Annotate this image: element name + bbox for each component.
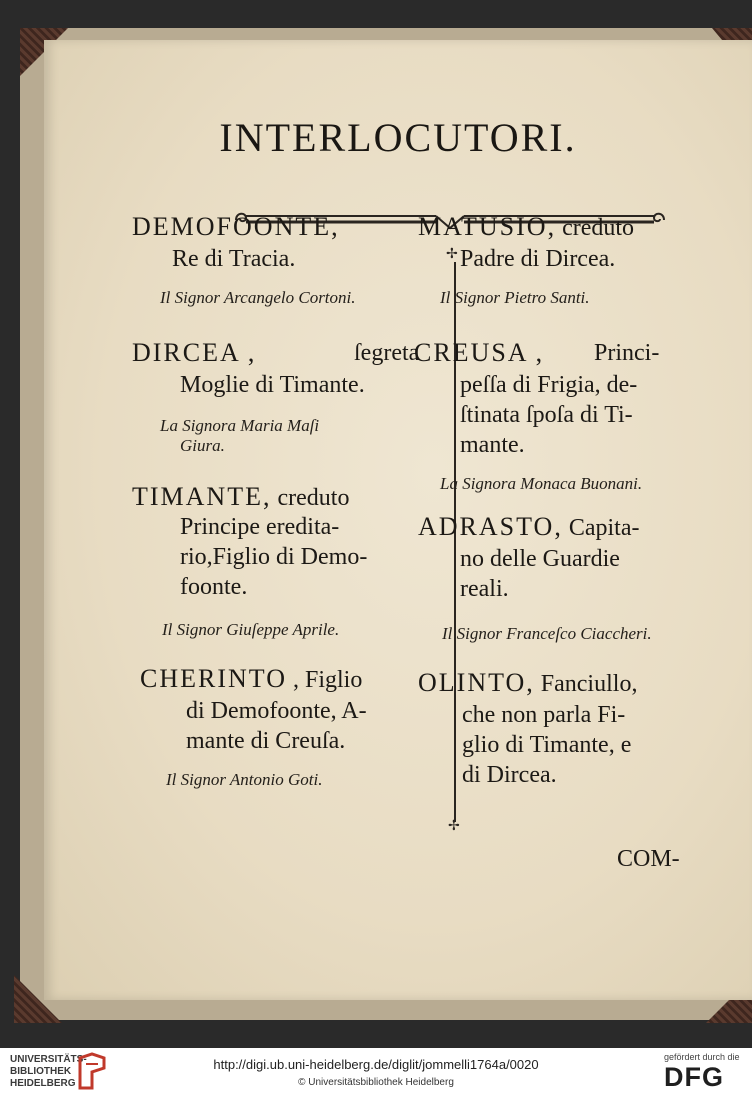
actor-credit: Il Signor Pietro Santi. [440, 288, 590, 307]
actor-credit: La Signora Monaca Buonani. [440, 474, 643, 493]
character-entry: OLINTO, Fanciullo, [418, 668, 638, 697]
actor-credit: Il Signor Antonio Goti. [166, 770, 323, 789]
actor-credit: La Signora Maria Maſi Giura. [160, 416, 320, 455]
actor-credit: Il Signor Giuſeppe Aprile. [162, 620, 340, 639]
character-name: DIRCEA , [132, 338, 257, 367]
character-entry: MATUSIO, creduto [418, 212, 635, 241]
character-description: di Demofoonte, A- mante di Creuſa. [186, 698, 367, 754]
page-title: INTERLOCUTORI. [219, 115, 577, 160]
library-logo: UNIVERSITÄTS- BIBLIOTHEK HEIDELBERG [10, 1054, 87, 1089]
character-name: CREUSA , [414, 338, 545, 367]
character-description: no delle Guardie reali. [460, 546, 620, 602]
character-description: Re di Tracia. [172, 246, 296, 272]
character-description: che non parla Fi- glio di Timante, e di Dircea. [462, 702, 632, 788]
character-entry: ADRASTO, Capita- [418, 512, 640, 541]
character-name: CHERINTO [140, 664, 287, 693]
character-description: Padre di Dircea. [460, 246, 616, 272]
character-name: DEMOFOONTE, [132, 212, 340, 241]
character-entry: TIMANTE, creduto [132, 482, 350, 511]
character-name: OLINTO, [418, 668, 535, 697]
character-entry: CREUSA , Princi- [414, 338, 660, 367]
character-entry: CHERINTO , Figlio [140, 664, 363, 693]
character-name: ADRASTO, [418, 512, 563, 541]
copyright-notice: © Universitätsbibliothek Heidelberg [298, 1077, 454, 1088]
character-name: MATUSIO, [418, 212, 557, 241]
character-name: TIMANTE, [132, 482, 272, 511]
character-description: peſſa di Frigia, de- ſtinata ſpoſa di Ti- mante. [460, 372, 638, 458]
character-entry [132, 212, 452, 243]
viewer-footer [0, 1048, 752, 1097]
divider-ornament-icon: ✢ [448, 819, 460, 834]
character-description: Principe eredita- rio,Figlio di Demo- foonte. [180, 514, 368, 600]
actor-credit: Il Signor Arcangelo Cortoni. [160, 288, 356, 307]
divider-ornament-icon: ✢ [446, 247, 458, 262]
character-entry: DIRCEA , ſegreta [132, 338, 420, 367]
character-description: Moglie di Timante. [180, 372, 365, 398]
actor-credit: Il Signor Franceſco Ciaccheri. [442, 624, 652, 643]
permalink-url[interactable]: http://digi.ub.uni-heidelberg.de/diglit/jommelli1764a/0020 [213, 1057, 539, 1072]
funder-note: gefördert durch die [664, 1052, 740, 1062]
dfg-logo: DFG [664, 1062, 724, 1092]
catchword: COM- [617, 846, 680, 872]
